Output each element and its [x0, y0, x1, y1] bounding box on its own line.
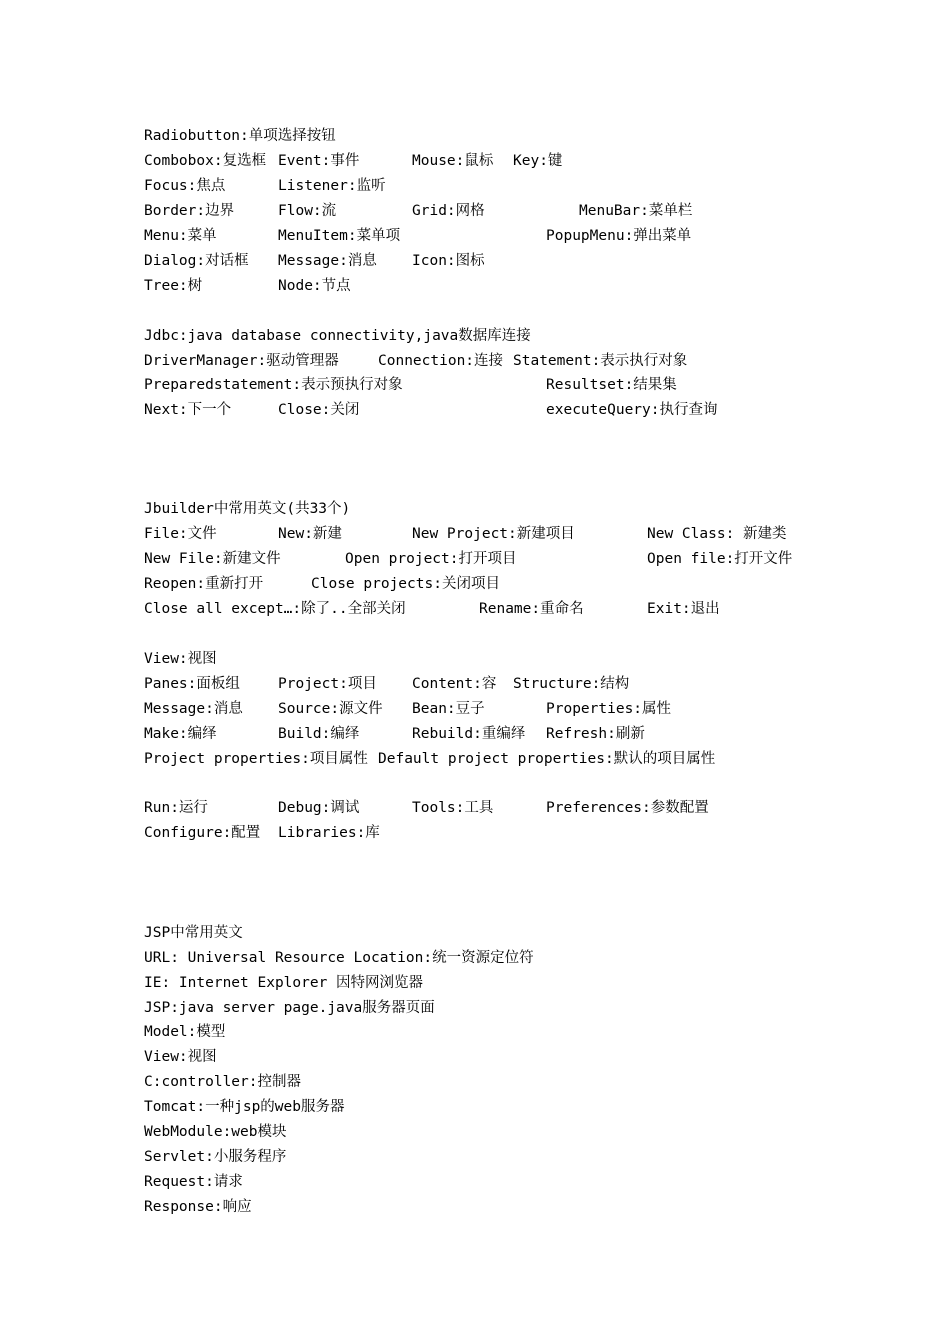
text-line	[0, 274, 950, 298]
term-entry: Tomcat:一种jsp的web服务器	[144, 1099, 345, 1115]
text-line	[0, 921, 950, 945]
text-line	[0, 174, 950, 198]
term-entry: Rebuild:重编绎	[412, 726, 526, 742]
term-entry: Jbuilder中常用英文(共33个)	[144, 501, 351, 517]
term-entry: Run:运行	[144, 800, 208, 816]
text-line	[0, 572, 950, 596]
term-entry: Refresh:刷新	[546, 726, 645, 742]
term-entry: DriverManager:驱动管理器	[144, 353, 339, 369]
term-entry: Combobox:复选框	[144, 153, 267, 169]
term-entry: Request:请求	[144, 1174, 243, 1190]
term-entry: Make:编绎	[144, 726, 217, 742]
text-line	[0, 796, 950, 820]
text-line	[0, 1195, 950, 1219]
term-entry: Servlet:小服务程序	[144, 1149, 287, 1165]
text-line	[0, 971, 950, 995]
term-entry: File:文件	[144, 526, 217, 542]
text-line	[0, 199, 950, 223]
text-line	[0, 1045, 950, 1069]
term-entry: Tree:树	[144, 278, 203, 294]
text-line	[0, 224, 950, 248]
term-entry: Mouse:鼠标	[412, 153, 494, 169]
text-line	[0, 349, 950, 373]
term-entry: Structure:结构	[513, 676, 630, 692]
term-entry: Reopen:重新打开	[144, 576, 264, 592]
text-line	[0, 1070, 950, 1094]
text-line	[0, 522, 950, 546]
term-entry: URL: Universal Resource Location:统一资源定位符	[144, 950, 534, 966]
text-line	[0, 1145, 950, 1169]
term-entry: View:视图	[144, 1049, 217, 1065]
term-entry: JSP:java server page.java服务器页面	[144, 1000, 435, 1016]
text-line	[0, 996, 950, 1020]
term-entry: Flow:流	[278, 203, 337, 219]
text-line	[0, 722, 950, 746]
term-entry: Node:节点	[278, 278, 351, 294]
term-entry: Default project properties:默认的项目属性	[378, 751, 716, 767]
text-line	[0, 946, 950, 970]
text-line	[0, 672, 950, 696]
term-entry: Preparedstatement:表示预执行对象	[144, 377, 403, 393]
text-line	[0, 249, 950, 273]
term-entry: Connection:连接	[378, 353, 504, 369]
term-entry: MenuItem:菜单项	[278, 228, 401, 244]
term-entry: IE: Internet Explorer 因特网浏览器	[144, 975, 424, 991]
text-line	[0, 697, 950, 721]
text-line	[0, 1120, 950, 1144]
text-line	[0, 1095, 950, 1119]
term-entry: Panes:面板组	[144, 676, 240, 692]
term-entry: C:controller:控制器	[144, 1074, 301, 1090]
term-entry: Close projects:关闭项目	[311, 576, 500, 592]
term-entry: Next:下一个	[144, 402, 232, 418]
term-entry: Exit:退出	[647, 601, 720, 617]
term-entry: Project properties:项目属性	[144, 751, 368, 767]
term-entry: Border:边界	[144, 203, 235, 219]
term-entry: Tools:工具	[412, 800, 494, 816]
term-entry: Menu:菜单	[144, 228, 217, 244]
term-entry: New Class: 新建类	[647, 526, 787, 542]
term-entry: Focus:焦点	[144, 178, 226, 194]
term-entry: Statement:表示执行对象	[513, 353, 688, 369]
text-line	[0, 747, 950, 771]
term-entry: Build:编绎	[278, 726, 360, 742]
term-entry: Preferences:参数配置	[546, 800, 709, 816]
text-line	[0, 373, 950, 397]
text-line	[0, 398, 950, 422]
text-line	[0, 124, 950, 148]
term-entry: JSP中常用英文	[144, 925, 243, 941]
term-entry: PopupMenu:弹出菜单	[546, 228, 692, 244]
term-entry: Content:容	[412, 676, 497, 692]
term-entry: Message:消息	[278, 253, 377, 269]
term-entry: WebModule:web模块	[144, 1124, 287, 1140]
term-entry: Source:源文件	[278, 701, 383, 717]
text-line	[0, 1020, 950, 1044]
term-entry: Dialog:对话框	[144, 253, 249, 269]
term-entry: Event:事件	[278, 153, 360, 169]
text-line	[0, 821, 950, 845]
term-entry: Grid:网格	[412, 203, 485, 219]
term-entry: MenuBar:菜单栏	[579, 203, 693, 219]
text-line	[0, 647, 950, 671]
term-entry: Resultset:结果集	[546, 377, 677, 393]
term-entry: New Project:新建项目	[412, 526, 575, 542]
term-entry: Properties:属性	[546, 701, 672, 717]
term-entry: Configure:配置	[144, 825, 261, 841]
term-entry: Key:键	[513, 153, 563, 169]
text-line	[0, 597, 950, 621]
term-entry: New File:新建文件	[144, 551, 281, 567]
term-entry: Libraries:库	[278, 825, 380, 841]
term-entry: executeQuery:执行查询	[546, 402, 718, 418]
term-entry: Jdbc:java database connectivity,java数据库连接	[144, 328, 531, 344]
term-entry: Project:项目	[278, 676, 377, 692]
term-entry: Model:模型	[144, 1024, 226, 1040]
text-line	[0, 1170, 950, 1194]
term-entry: Close all except…:除了..全部关闭	[144, 601, 406, 617]
term-entry: Rename:重命名	[479, 601, 584, 617]
term-entry: Open project:打开项目	[345, 551, 517, 567]
term-entry: New:新建	[278, 526, 342, 542]
term-entry: Debug:调试	[278, 800, 360, 816]
term-entry: Radiobutton:单项选择按钮	[144, 128, 336, 144]
term-entry: Listener:监听	[278, 178, 386, 194]
text-line	[0, 547, 950, 571]
term-entry: Close:关闭	[278, 402, 360, 418]
term-entry: Bean:豆子	[412, 701, 485, 717]
term-entry: Open file:打开文件	[647, 551, 793, 567]
text-line	[0, 497, 950, 521]
text-line	[0, 324, 950, 348]
term-entry: Icon:图标	[412, 253, 485, 269]
term-entry: View:视图	[144, 651, 217, 667]
term-entry: Response:响应	[144, 1199, 252, 1215]
text-line	[0, 149, 950, 173]
term-entry: Message:消息	[144, 701, 243, 717]
